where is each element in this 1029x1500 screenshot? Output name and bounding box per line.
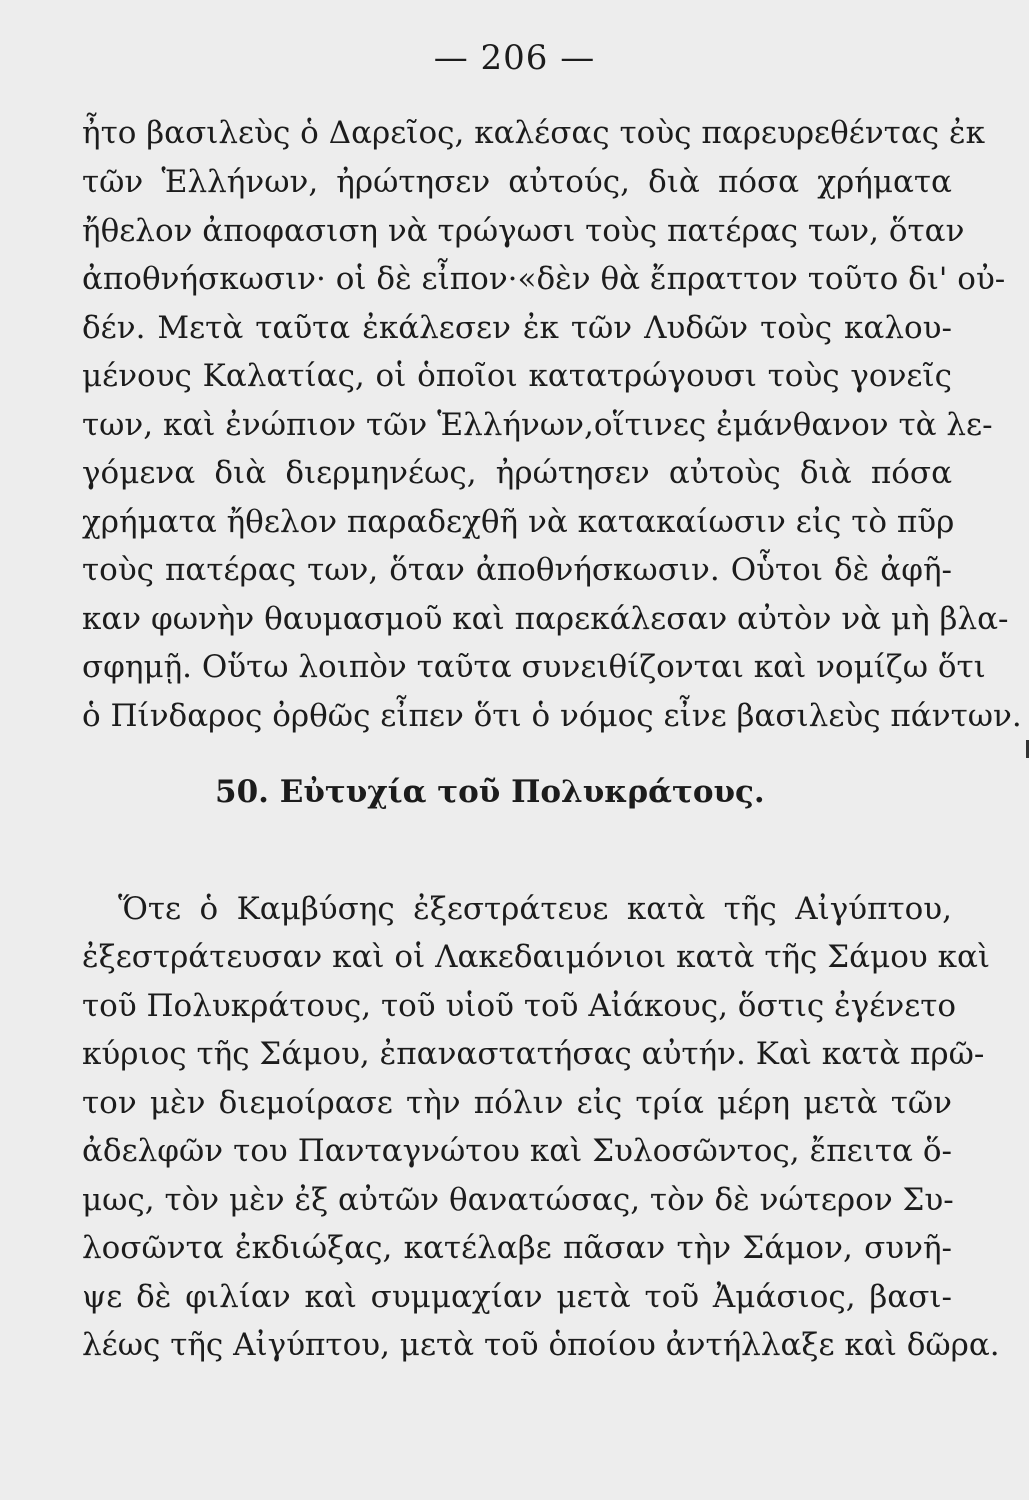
text-line: τοῦ Πολυκράτους, τοῦ υἱοῦ τοῦ Αἰάκους, ὅστις ἐγένετο (82, 988, 957, 1024)
text-line: των, καὶ ἐνώπιον τῶν Ἑλλήνων,οἵτινες ἐμάνθανον τὰ λε- (82, 407, 993, 443)
text-line: τοὺς πατέρας των, ὅταν ἀποθνήσκωσιν. Οὗτοι δὲ ἀφῆ- (82, 552, 952, 588)
text-line: ἤθελον ἀποφασιση νὰ τρώγωσι τοὺς πατέρας των, ὅταν (82, 213, 965, 249)
text-line: λοσῶντα ἐκδιώξας, κατέλαβε πᾶσαν τὴν Σάμον, συνῆ- (82, 1230, 952, 1266)
section-title: 50. Εὐτυχία τοῦ Πολυκράτους. (215, 774, 765, 810)
text-line: δέν. Μετὰ ταῦτα ἐκάλεσεν ἐκ τῶν Λυδῶν τοὺς καλου- (82, 310, 952, 346)
text-line: κύριος τῆς Σάμου, ἐπαναστατήσας αὐτήν. Καὶ κατὰ πρῶ- (82, 1036, 985, 1072)
page-number: — 206 — (433, 38, 596, 78)
text-line: μως, τὸν μὲν ἐξ αὐτῶν θανατώσας, τὸν δὲ νώτερον Συ- (82, 1182, 954, 1218)
text-line: καν φωνὴν θαυμασμοῦ καὶ παρεκάλεσαν αὐτὸν νὰ μὴ βλα- (82, 601, 1009, 637)
text-line: ἐξεστράτευσαν καὶ οἱ Λακεδαιμόνιοι κατὰ τῆς Σάμου καὶ (82, 939, 991, 975)
text-line: τον μὲν διεμοίρασε τὴν πόλιν εἰς τρία μέρη μετὰ τῶν (82, 1085, 952, 1121)
text-line: χρήματα ἤθελον παραδεχθῆ νὰ κατακαίωσιν εἰς τὸ πῦρ (82, 504, 955, 540)
text-line: γόμενα διὰ διερμηνέως, ἠρώτησεν αὐτοὺς διὰ πόσα (82, 455, 952, 491)
text-line: ψε δὲ φιλίαν καὶ συμμαχίαν μετὰ τοῦ Ἀμάσιος, βασι- (82, 1279, 952, 1315)
text-line: λέως τῆς Αἰγύπτου, μετὰ τοῦ ὁποίου ἀντήλλαξε καὶ δῶρα. (82, 1327, 1000, 1363)
text-line: ἦτο βασιλεὺς ὁ Δαρεῖος, καλέσας τοὺς παρευρεθέντας ἐκ (82, 115, 985, 151)
text-line: ὁ Πίνδαρος ὀρθῶς εἶπεν ὅτι ὁ νόμος εἶνε βασιλεὺς πάντων. (82, 698, 1022, 734)
text-line: μένους Καλατίας, οἱ ὁποῖοι κατατρώγουσι τοὺς γονεῖς (82, 358, 952, 394)
text-line: ἀδελφῶν του Πανταγνώτου καὶ Συλοσῶντος, ἔπειτα ὅ- (82, 1133, 952, 1169)
text-line: σφημῇ. Οὕτω λοιπὸν ταῦτα συνειθίζονται καὶ νομίζω ὅτι (82, 649, 986, 685)
text-line: τῶν Ἑλλήνων, ἠρώτησεν αὐτούς, διὰ πόσα χρήματα (82, 164, 952, 200)
text-line: ἀποθνήσκωσιν· οἱ δὲ εἶπον·«δὲν θὰ ἔπραττον τοῦτο δι' οὐ- (82, 261, 1006, 297)
text-line: Ὅτε ὁ Καμβύσης ἐξεστράτευε κατὰ τῆς Αἰγύπτου, (118, 891, 952, 927)
